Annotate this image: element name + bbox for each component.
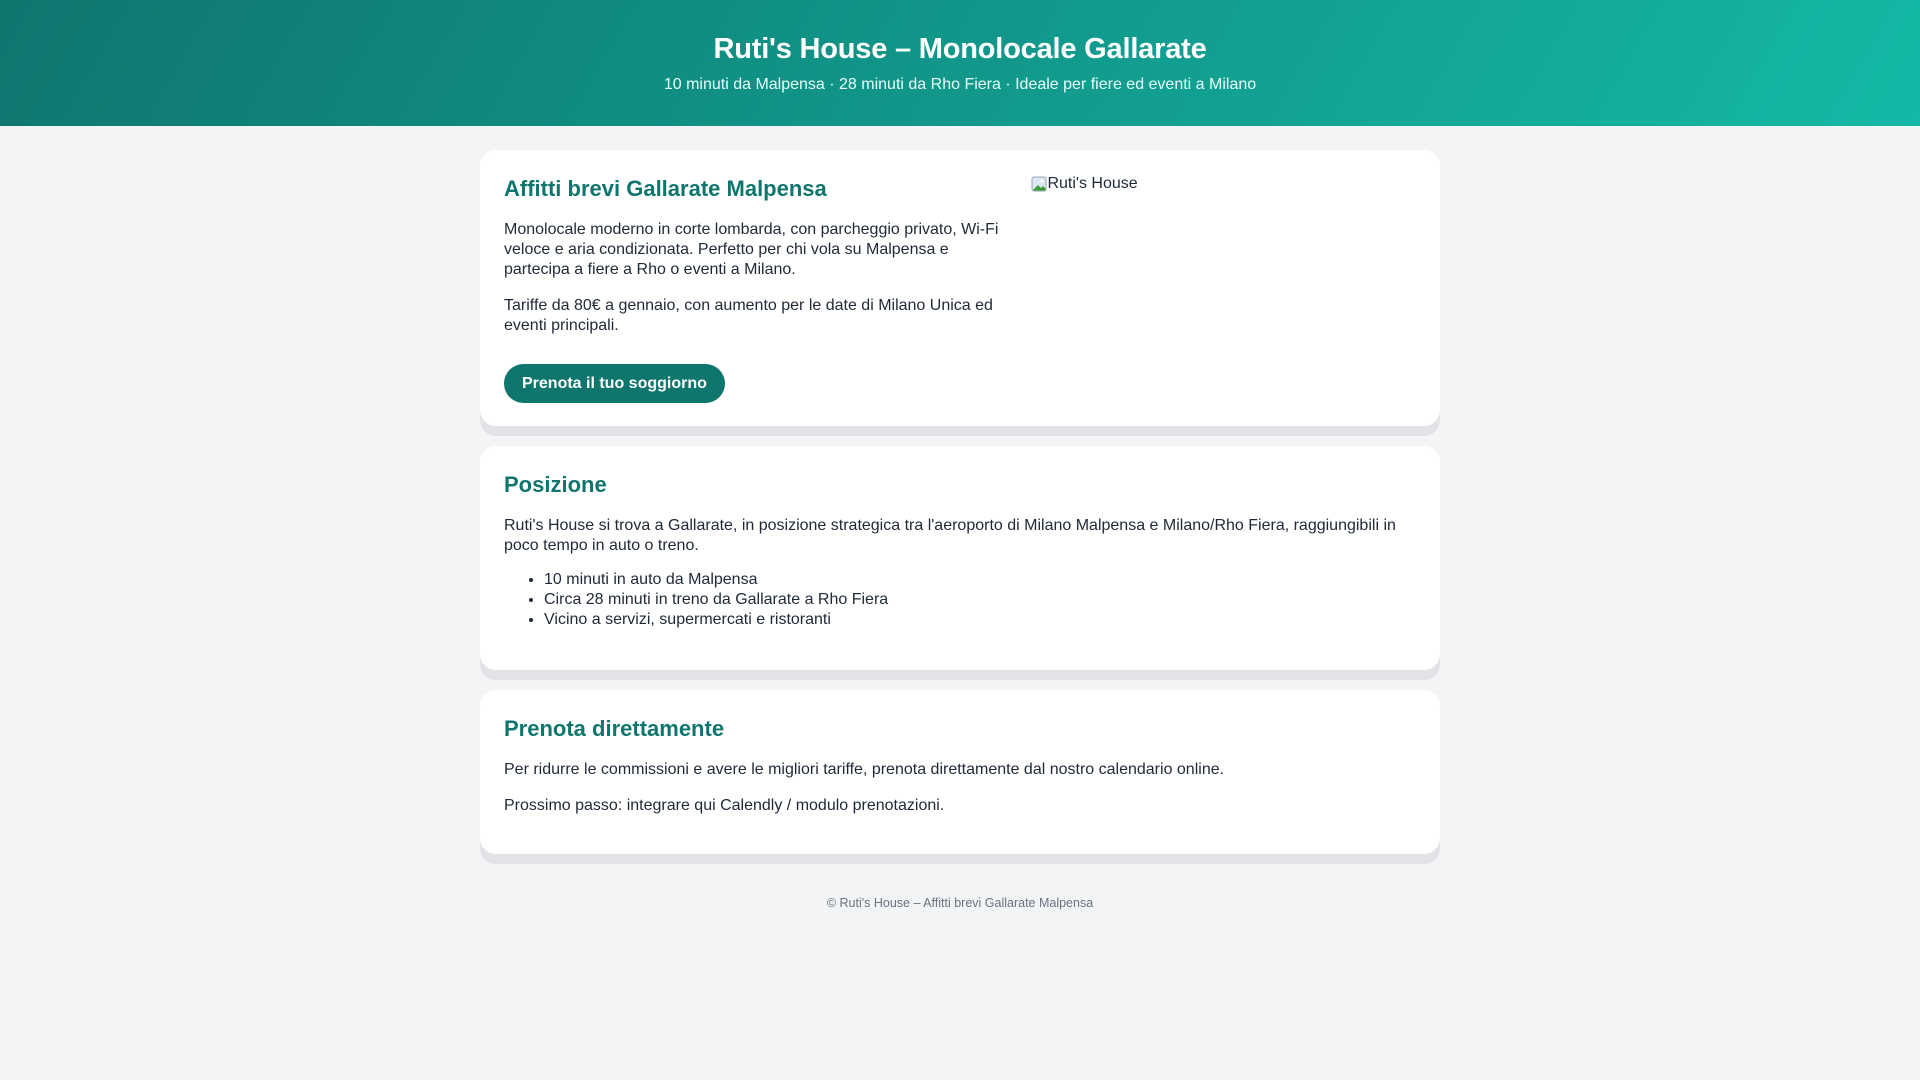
- position-title: Posizione: [504, 472, 607, 497]
- hero-image-alt-text: Ruti's House: [1047, 175, 1138, 192]
- booking-text: Per ridurre le commissioni e avere le migliori tariffe, prenota direttamente dal nostro calendario online.: [504, 761, 1225, 778]
- hero-text: [504, 174, 1015, 403]
- list-item: • Circa 28 minuti in treno da Gallarate a Rho Fiera: [544, 590, 1416, 610]
- footer-copyright: © Ruti's House – Affitti brevi Gallarate Malpensa: [826, 896, 1094, 910]
- list-item: • Vicino a servizi, supermercati e ristoranti: [544, 610, 1416, 630]
- booking-title: Prenota direttamente: [504, 716, 725, 741]
- position-card: [480, 446, 1440, 670]
- hero-card: [480, 150, 1440, 426]
- hero-description: Monolocale moderno in corte lombarda, con parcheggio privato, Wi-Fi veloce e aria condizionata. Perfetto per chi vola su Malpensa e partecipa a fiere a Rho o eventi a Milano.: [504, 221, 999, 278]
- page-subtitle: 10 minuti da Malpensa · 28 minuti da Rho Fiera · Ideale per fiere ed eventi a Milano: [663, 76, 1257, 93]
- list-item: • 10 minuti in auto da Malpensa: [544, 570, 1416, 590]
- booking-next-step: Prossimo passo: integrare qui Calendly / modulo prenotazioni.: [504, 797, 945, 814]
- booking-card: [480, 690, 1440, 854]
- broken-image-icon: [1031, 176, 1047, 192]
- hero-title: Affitti brevi Gallarate Malpensa: [504, 176, 827, 201]
- page-title: Ruti's House – Monolocale Gallarate: [713, 33, 1207, 65]
- book-stay-button[interactable]: Prenota il tuo soggiorno: [504, 364, 725, 403]
- hero-grid: [504, 174, 1416, 403]
- main-content: [480, 150, 1440, 854]
- position-text: Ruti's House si trova a Gallarate, in posizione strategica tra l'aeroporto di Milano Malpensa e Milano/Rho Fiera, raggiungibili in poco tempo in auto o treno.: [504, 517, 1396, 554]
- hero-image: [1031, 174, 1416, 403]
- site-header: [0, 0, 1920, 126]
- hero-pricing: Tariffe da 80€ a gennaio, con aumento per le date di Milano Unica ed eventi principali.: [504, 297, 993, 334]
- position-list: [504, 570, 1416, 630]
- site-footer: [0, 896, 1920, 910]
